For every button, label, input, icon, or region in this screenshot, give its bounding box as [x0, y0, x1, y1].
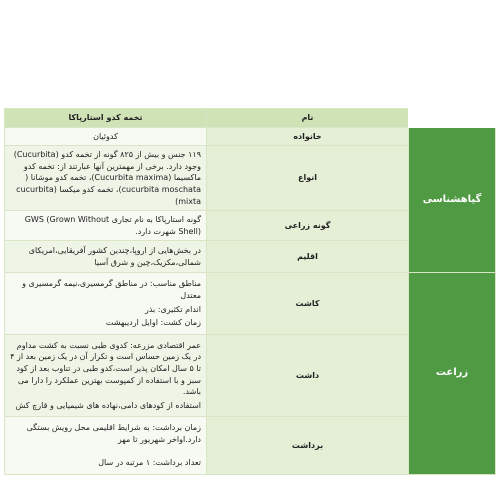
name-value-cell: تخمه کدو استارپاکا [5, 109, 207, 128]
planting-line-regions: مناطق مناسب: در مناطق گرمسیری،نیمه گرمسیری و معتدل [22, 279, 201, 300]
variety-label: گونه زراعی [207, 211, 409, 241]
maintenance-line-economic-life: عمر اقتصادی مزرعه: کدوی طبی نسبت به کشت مداوم در یک زمین حساس است و تکرار آن در یک زمین بعد از ۴ تا ۵ سال امکان پذیر است،کدو طبی در تناوب بعد از کود سبز و با استفاده از کمپوست بهترین عملکرد را دارا می باشد. [10, 340, 201, 397]
section-botany: گیاهشناسی [409, 127, 496, 273]
types-label: انواع [207, 146, 409, 211]
harvest-label: برداشت [207, 417, 409, 475]
planting-value [5, 273, 207, 334]
product-info-table [4, 108, 496, 475]
family-row [5, 127, 496, 146]
variety-value: گونه استارپاکا به نام تجاری GWS (Grown Without Shell) شهرت دارد. [5, 211, 207, 241]
name-label-cell: نام [207, 109, 409, 128]
climate-value: در بخش‌هایی از اروپا،چندین کشور آفریقایی،امریکای شمالی،مکزیک،چین و شرق آسیا [5, 241, 207, 273]
planting-label: کاشت [207, 273, 409, 334]
harvest-line-time: زمان برداشت: به شرایط اقلیمی محل رویش بستگی دارد.اواخر شهریور تا مهر [26, 423, 201, 444]
climate-label: اقلیم [207, 241, 409, 273]
table-header-row [5, 109, 496, 128]
harvest-line-count: تعداد برداشت: ۱ مرتبه در سال [98, 458, 201, 468]
maintenance-label: داشت [207, 334, 409, 417]
maintenance-line-fertilizers: استفاده از کودهای دامی،نهاده های شیمیایی و قارچ کش [15, 400, 201, 410]
planting-row [5, 273, 496, 334]
corner-cell [409, 109, 496, 128]
section-cultivation: زراعت [409, 273, 496, 475]
planting-line-organ: اندام تکثیری: بذر [144, 304, 201, 314]
planting-line-time: زمان کشت: اوایل اردیبهشت [105, 318, 201, 328]
family-label: خانواده [207, 127, 409, 146]
harvest-value [5, 417, 207, 475]
family-value: کدوئیان [5, 127, 207, 146]
types-value: ۱۱۹ جنس و بیش از ۸۲۵ گونه از تخمه کدو (Cucurbita) وجود دارد. برخی از مهمترین آنها عبارتند از: تخمه کدو ماکسیما (Cucurbita maxima)، تخمه کدو موشانا ( cucurbita moschata)، تخمه کدو میکسا (cucurbita mixta) [5, 146, 207, 211]
maintenance-value [5, 334, 207, 417]
info-table-frame [4, 108, 496, 468]
